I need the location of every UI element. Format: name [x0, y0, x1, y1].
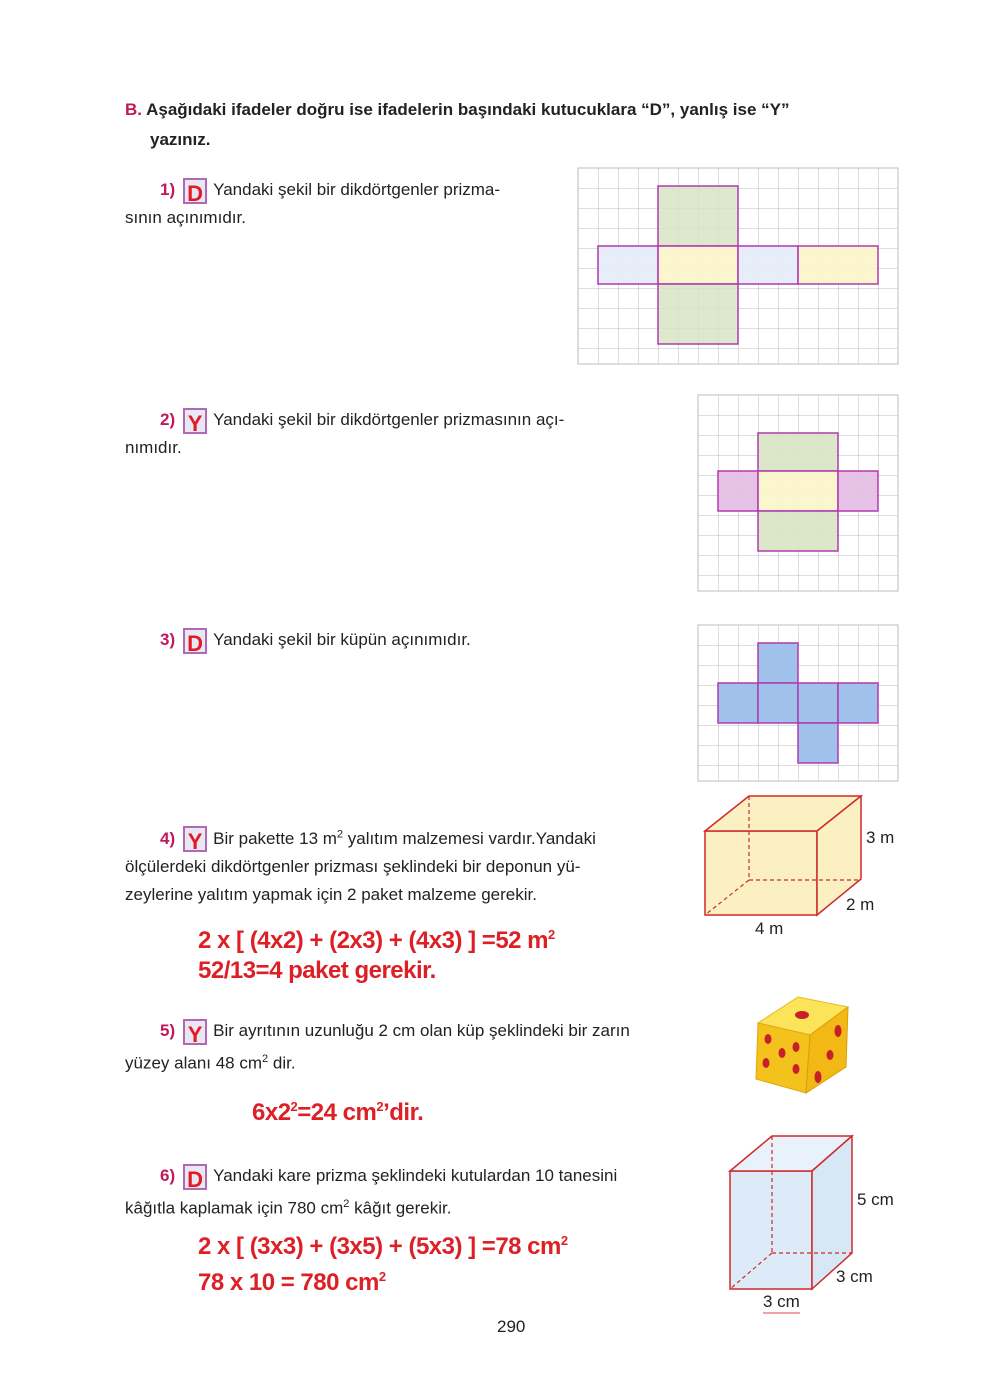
- figure-1-rectangular-prism-net: [578, 168, 898, 364]
- figure-6-width-label: 3 cm: [763, 1292, 800, 1314]
- question-4-solution-line-1-sup: 2: [548, 927, 555, 942]
- question-1: [125, 176, 565, 232]
- question-4-solution: [198, 920, 658, 986]
- question-6: [125, 1162, 705, 1223]
- question-2-number: 2): [160, 410, 176, 429]
- net-face-bottom: [758, 511, 838, 551]
- question-6-solution-line-1: 2 x [ (3x3) + (3x5) + (5x3) ] =78 cm: [198, 1233, 561, 1260]
- net-face-bottom: [658, 284, 738, 344]
- question-6-line-1: Yandaki kare prizma şeklindeki kutulardan 10 tanesini: [213, 1166, 618, 1185]
- cube-face-bottom: [798, 723, 838, 763]
- net-face-center: [758, 471, 838, 511]
- figure-4-rectangular-prism: [705, 795, 865, 920]
- question-1-number: 1): [160, 180, 176, 199]
- question-6-solution: [198, 1226, 658, 1298]
- figure-6-height-label: 5 cm: [857, 1190, 894, 1209]
- question-4-line-1-sup: 2: [336, 828, 344, 840]
- question-1-line-2: sının açınımıdır.: [125, 208, 246, 227]
- net-face-right: [838, 471, 878, 511]
- figure-2-prism-net: [698, 395, 898, 591]
- page-number: 290: [497, 1317, 526, 1336]
- question-4-solution-line-1: 2 x [ (4x2) + (2x3) + (4x3) ] =52 m: [198, 927, 549, 954]
- instruction-header: [125, 95, 915, 155]
- question-4-line-1b: yalıtım malzemesi vardır.Yandaki: [343, 828, 596, 848]
- figure-4-depth-label: 2 m: [846, 895, 875, 914]
- question-3-line-1: Yandaki şekil bir küpün açınımıdır.: [213, 630, 471, 649]
- question-5-solution: [252, 1092, 552, 1128]
- cube-face-4: [838, 683, 878, 723]
- question-1-line-1: Yandaki şekil bir dikdörtgenler prizma-: [213, 180, 501, 199]
- question-6-solution-line-1-sup: 2: [560, 1233, 568, 1248]
- question-4-solution-line-2: 52/13=4 paket gerekir.: [198, 957, 436, 984]
- question-5-solution-a: 6x2: [252, 1099, 291, 1126]
- question-4-line-3: zeylerine yalıtım yapmak için 2 paket malzeme gerekir.: [125, 884, 537, 904]
- question-6-line-2a: kâğıtla kaplamak için 780 cm: [125, 1198, 344, 1218]
- question-5-number: 5): [160, 1021, 176, 1040]
- figure-4-height-label: 3 m: [866, 828, 895, 847]
- question-5-line-1: Bir ayrıtının uzunluğu 2 cm olan küp şeklindeki bir zarın: [213, 1021, 630, 1040]
- question-5-line-2b: dir.: [268, 1053, 296, 1073]
- net-face-center: [658, 246, 738, 284]
- net-face-left: [718, 471, 758, 511]
- cube-face-1: [718, 683, 758, 723]
- instruction-line-2: yazınız.: [150, 130, 211, 149]
- figure-6-depth-label: 3 cm: [836, 1267, 873, 1286]
- question-5-solution-sup-2: 2: [376, 1099, 384, 1114]
- question-2: [125, 406, 645, 462]
- question-6-line-2-sup: 2: [343, 1198, 350, 1210]
- net-face-far-right: [798, 246, 878, 284]
- question-2-line-1: Yandaki şekil bir dikdörtgenler prizmasının açı-: [213, 410, 565, 429]
- question-4: [125, 820, 665, 909]
- question-5-answer-box[interactable]: Y: [183, 1019, 207, 1045]
- question-6-answer-box[interactable]: D: [183, 1164, 207, 1190]
- question-6-solution-line-2-sup: 2: [378, 1269, 386, 1284]
- question-6-number: 6): [160, 1166, 176, 1185]
- cube-face-top: [758, 643, 798, 683]
- cube-face-3: [798, 683, 838, 723]
- cube-face-2: [758, 683, 798, 723]
- question-3: [125, 626, 645, 654]
- question-5-line-2-sup: 2: [262, 1053, 269, 1065]
- section-letter: B.: [125, 100, 142, 119]
- figure-6-square-prism: [728, 1135, 853, 1290]
- question-3-number: 3): [160, 630, 176, 649]
- question-5-line-2a: yüzey alanı 48 cm: [125, 1053, 263, 1073]
- question-4-line-2: ölçülerdeki dikdörtgenler prizması şeklindeki bir deponun yü-: [125, 856, 581, 876]
- figure-4-width-label: 4 m: [755, 919, 784, 938]
- question-5: [125, 1017, 705, 1078]
- question-4-number: 4): [160, 828, 176, 848]
- question-2-answer-box[interactable]: Y: [183, 408, 207, 434]
- net-face-top: [658, 186, 738, 246]
- question-4-answer-box[interactable]: Y: [183, 826, 207, 852]
- figure-3-cube-net: [698, 625, 898, 781]
- question-5-solution-c: ’dir.: [383, 1099, 424, 1126]
- net-face-left: [598, 246, 658, 284]
- question-3-answer-box[interactable]: D: [183, 628, 207, 654]
- question-4-line-1a: Bir pakette 13 m: [213, 828, 337, 848]
- instruction-line-1: Aşağıdaki ifadeler doğru ise ifadelerin başındaki kutucuklara “D”, yanlış ise “Y”: [146, 100, 790, 119]
- question-2-line-2: nımıdır.: [125, 438, 182, 457]
- net-face-right: [738, 246, 798, 284]
- question-1-answer-box[interactable]: D: [183, 178, 207, 204]
- figure-5-dice: [752, 995, 852, 1095]
- question-5-solution-b: =24 cm: [297, 1099, 377, 1126]
- question-5-solution-sup-1: 2: [290, 1099, 298, 1114]
- net-face-top: [758, 433, 838, 471]
- question-6-solution-line-2: 78 x 10 = 780 cm: [198, 1269, 379, 1296]
- question-6-line-2b: kâğıt gerekir.: [349, 1198, 452, 1218]
